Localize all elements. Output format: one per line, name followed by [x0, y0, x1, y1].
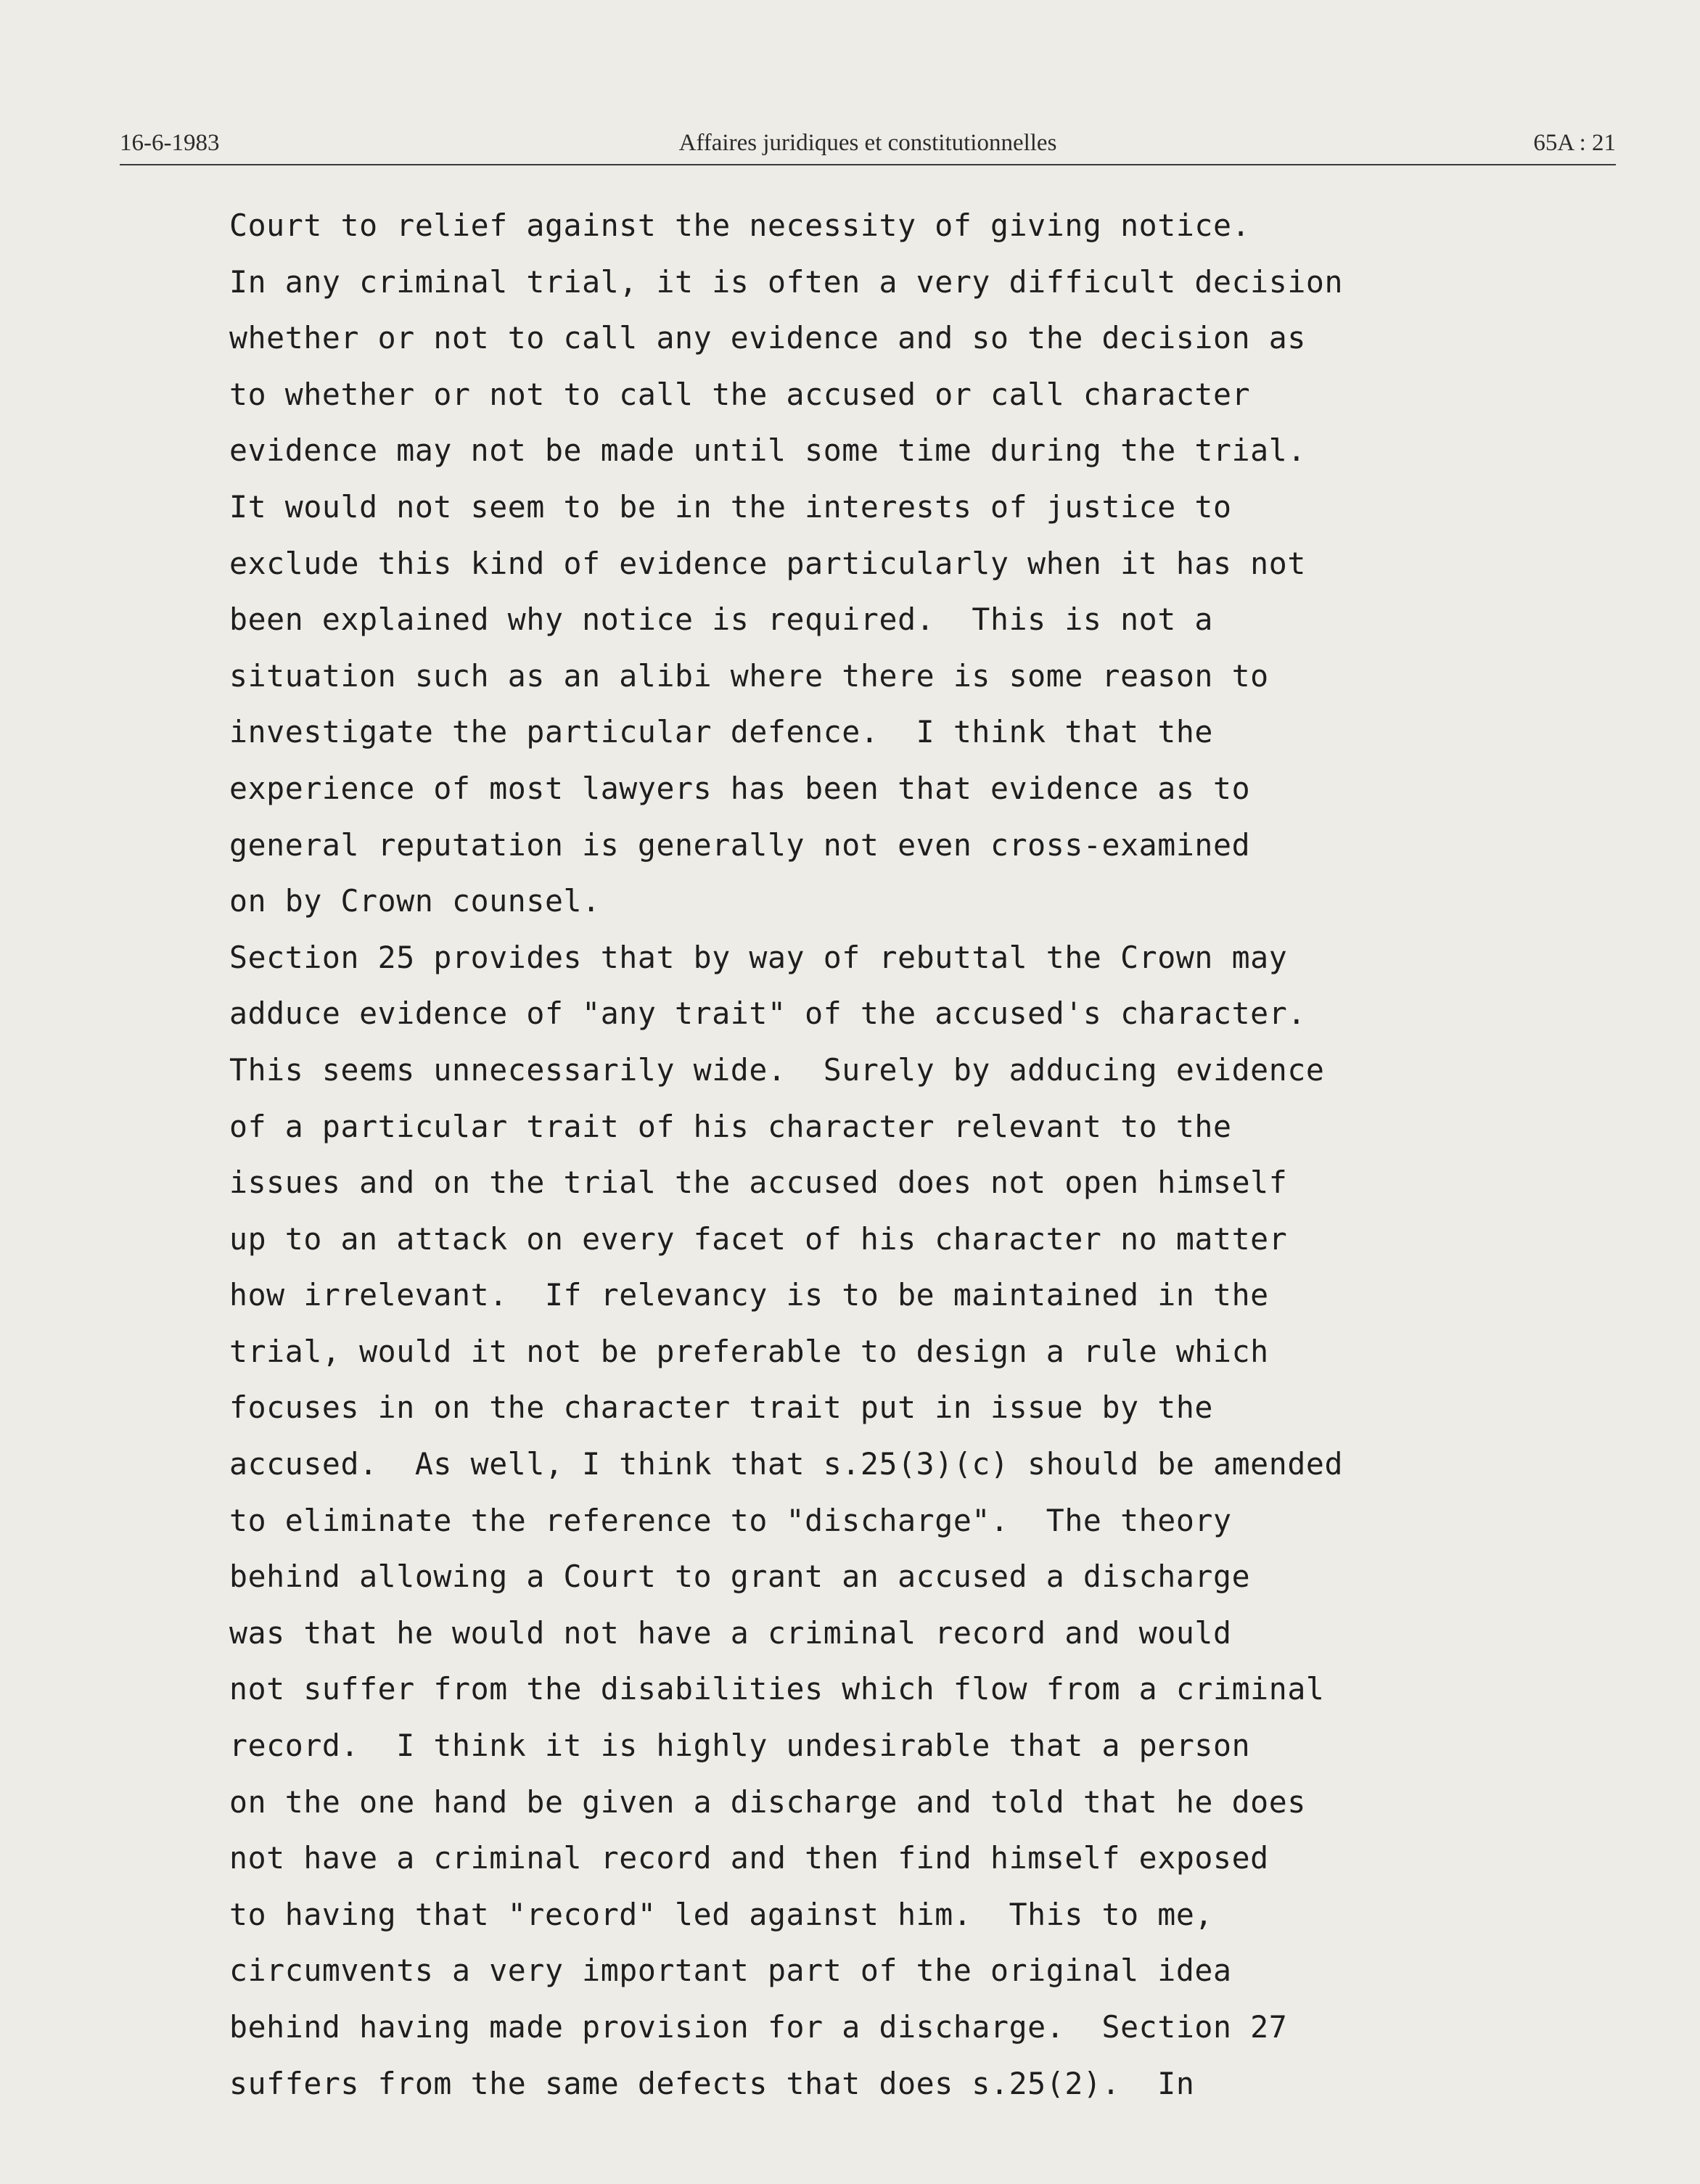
- body-line: general reputation is generally not even cross-examined: [229, 826, 1251, 863]
- body-line: This seems unnecessarily wide. Surely by adducing evidence: [229, 1051, 1325, 1088]
- body-line: how irrelevant. If relevancy is to be maintained in the: [229, 1277, 1269, 1313]
- body-line: to eliminate the reference to "discharge". The theory: [229, 1502, 1232, 1538]
- body-line: been explained why notice is required. This is not a: [229, 602, 1214, 638]
- body-line: of a particular trait of his character relevant to the: [229, 1108, 1232, 1144]
- body-line: suffers from the same defects that does s.25(2). In: [229, 2065, 1195, 2101]
- header-rule: [120, 164, 1616, 165]
- body-line: In any criminal trial, it is often a very difficult decision: [229, 263, 1344, 300]
- body-line: behind having made provision for a discharge. Section 27: [229, 2009, 1288, 2045]
- body-text: [229, 197, 1608, 2111]
- body-line: circumvents a very important part of the original idea: [229, 1953, 1232, 1989]
- body-line: record. I think it is highly undesirable that a person: [229, 1728, 1251, 1764]
- body-line: accused. As well, I think that s.25(3)(c) should be amended: [229, 1446, 1344, 1482]
- body-line: exclude this kind of evidence particularly when it has not: [229, 545, 1306, 581]
- header-date: 16-6-1983: [120, 130, 220, 156]
- body-line: on by Crown counsel.: [229, 883, 601, 919]
- body-line: on the one hand be given a discharge and told that he does: [229, 1783, 1306, 1820]
- body-line: whether or not to call any evidence and so the decision as: [229, 320, 1306, 356]
- body-line: issues and on the trial the accused does not open himself: [229, 1165, 1288, 1201]
- page-header: [120, 127, 1616, 165]
- body-line: up to an attack on every facet of his character no matter: [229, 1220, 1288, 1257]
- body-line: investigate the particular defence. I think that the: [229, 714, 1214, 750]
- body-line: was that he would not have a criminal record and would: [229, 1614, 1232, 1651]
- body-line: Court to relief against the necessity of giving notice.: [229, 208, 1251, 243]
- body-line: to whether or not to call the accused or call character: [229, 376, 1251, 412]
- body-line: not have a criminal record and then find himself exposed: [229, 1840, 1269, 1876]
- body-line: adduce evidence of "any trait" of the accused's character.: [229, 995, 1306, 1032]
- body-line: not suffer from the disabilities which flow from a criminal: [229, 1671, 1325, 1707]
- body-line: It would not seem to be in the interests of justice to: [229, 488, 1232, 525]
- body-line: trial, would it not be preferable to design a rule which: [229, 1333, 1269, 1369]
- body-line: experience of most lawyers has been that evidence as to: [229, 770, 1251, 806]
- header-page-number: 65A : 21: [1533, 130, 1616, 156]
- body-line: behind allowing a Court to grant an accused a discharge: [229, 1559, 1251, 1595]
- body-line: focuses in on the character trait put in issue by the: [229, 1389, 1214, 1426]
- body-line: Section 25 provides that by way of rebuttal the Crown may: [229, 939, 1288, 975]
- body-line: situation such as an alibi where there is some reason to: [229, 657, 1269, 694]
- body-line: evidence may not be made until some time during the trial.: [229, 432, 1306, 469]
- header-title: Affaires juridiques et constitutionnelles: [678, 130, 1057, 156]
- body-line: to having that "record" led against him. This to me,: [229, 1896, 1214, 1932]
